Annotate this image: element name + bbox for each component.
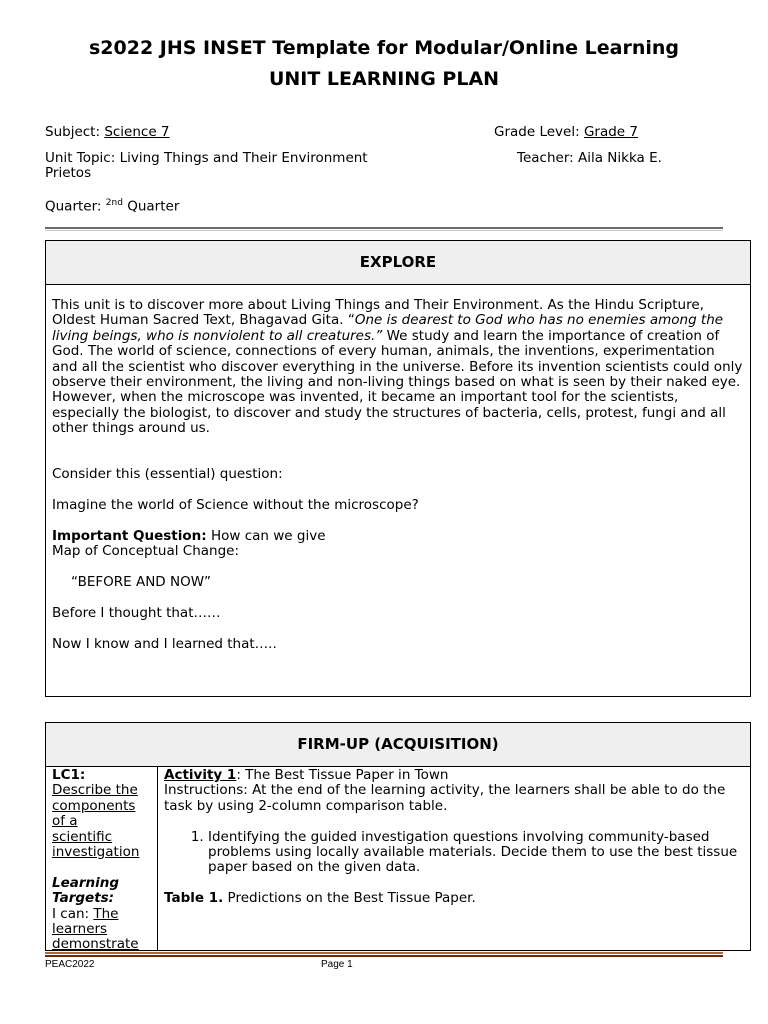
firmup-box: [45, 722, 751, 951]
before-thought-line: Before I thought that……: [52, 605, 221, 622]
before-now-heading: “BEFORE AND NOW”: [71, 574, 212, 591]
explore-box: [45, 240, 751, 697]
topic-label: Unit Topic:: [45, 150, 116, 166]
activity-title-line: [164, 768, 742, 783]
important-text: How can we give: [210, 528, 326, 545]
intro-continued-text: We study and learn the importance of creation of God. The world of science, connections of every human, animals, the inventions, experimentation and all the scientist who discover everything in the universe. Before its invention scientists could only observe their environment, the living and non-living things based on what is seen by their naked eye. However, when the microscope was invented, it became an important tool for the scientists, especially the biologist, to discover and study the structures of bacteria, cells, protest, fungi and all other things around us.: [52, 327, 743, 437]
teacher-continued: Prietos: [45, 165, 92, 181]
grade-row: [494, 125, 638, 140]
document-subtitle: UNIT LEARNING PLAN: [268, 68, 500, 90]
grade-value: Grade 7: [583, 124, 638, 140]
ican-label: I can:: [52, 905, 90, 922]
lc-label: LC1:: [52, 767, 86, 783]
table-caption: [164, 891, 742, 906]
firmup-table: [46, 767, 750, 951]
topic-row: [45, 151, 368, 166]
quarter-label: Quarter:: [45, 198, 102, 215]
activity-label: Activity 1: [164, 767, 237, 783]
now-know-line: Now I know and I learned that…..: [52, 635, 277, 652]
activity-cell: [158, 767, 750, 951]
explore-paragraph: [52, 298, 744, 437]
subject-label: Subject:: [45, 124, 101, 140]
map-label: Map of Conceptual Change:: [52, 543, 240, 560]
document-title: s2022 JHS INSET Template for Modular/Online Learning: [88, 37, 680, 59]
page-number: Page 1: [321, 959, 353, 970]
lc-line: components: [52, 797, 136, 814]
footer-left: PEAC2022: [45, 959, 95, 970]
table-label: Table 1.: [164, 890, 224, 907]
targets-label: Learning: [52, 874, 120, 891]
guide-list: [164, 830, 742, 876]
quarter-row: [45, 196, 179, 215]
subject-value: Science 7: [104, 124, 170, 140]
teacher-value: Aila Nikka E.: [577, 150, 662, 166]
footer-line-dark: [45, 955, 723, 957]
lc-line: investigation: [52, 844, 140, 861]
lc-line: of a: [52, 813, 78, 830]
ican-line: demonstrate: [52, 936, 139, 951]
ican-line: [52, 907, 157, 922]
ican-text: The: [93, 905, 119, 922]
ican-line: learners: [52, 921, 108, 938]
quarter-value: Quarter: [127, 198, 180, 215]
intro-text: This unit is to discover more about Living Things and Their Environment. As the Hindu Scripture, Oldest Human Sacred Text, Bhagavad Gita. “: [52, 297, 704, 329]
consider-line: Consider this (essential) question:: [52, 466, 283, 483]
list-item: 1. Identifying the guided investigation questions involving community-based problems using locally available materials. Decide them to use the best tissue paper based on the given data.: [208, 830, 742, 876]
teacher-label: Teacher:: [517, 150, 574, 166]
footer-line-orange: [45, 952, 723, 954]
grade-label: Grade Level:: [494, 124, 580, 140]
important-label: Important Question:: [52, 528, 207, 545]
activity-title: : The Best Tissue Paper in Town: [236, 767, 449, 783]
instructions: Instructions: At the end of the learning activity, the learners shall be able to do the task by using 2-column comparison table.: [164, 782, 726, 814]
lc-line: scientific: [52, 828, 113, 845]
subject-row: [45, 125, 170, 140]
targets-label-2: Targets:: [52, 890, 115, 907]
important-question: [52, 529, 744, 544]
table-caption-text: Predictions on the Best Tissue Paper.: [223, 890, 476, 907]
firmup-heading: FIRM-UP (ACQUISITION): [46, 723, 750, 767]
separator-line: [45, 227, 723, 229]
explore-content: [46, 285, 750, 652]
lc-line: Describe the: [52, 782, 138, 799]
topic-value: Living Things and Their Environment: [119, 150, 368, 166]
explore-heading: EXPLORE: [46, 241, 750, 285]
quarter-superscript: 2nd: [105, 198, 123, 208]
imagine-line: Imagine the world of Science without the microscope?: [52, 497, 419, 514]
learning-competency-cell: [46, 767, 158, 951]
separator-line-light: [45, 230, 723, 231]
teacher-row: [517, 151, 662, 166]
gita-quote: One is dearest to God who has no enemies among the living beings, who is nonviolent to all creatures.”: [52, 312, 724, 344]
